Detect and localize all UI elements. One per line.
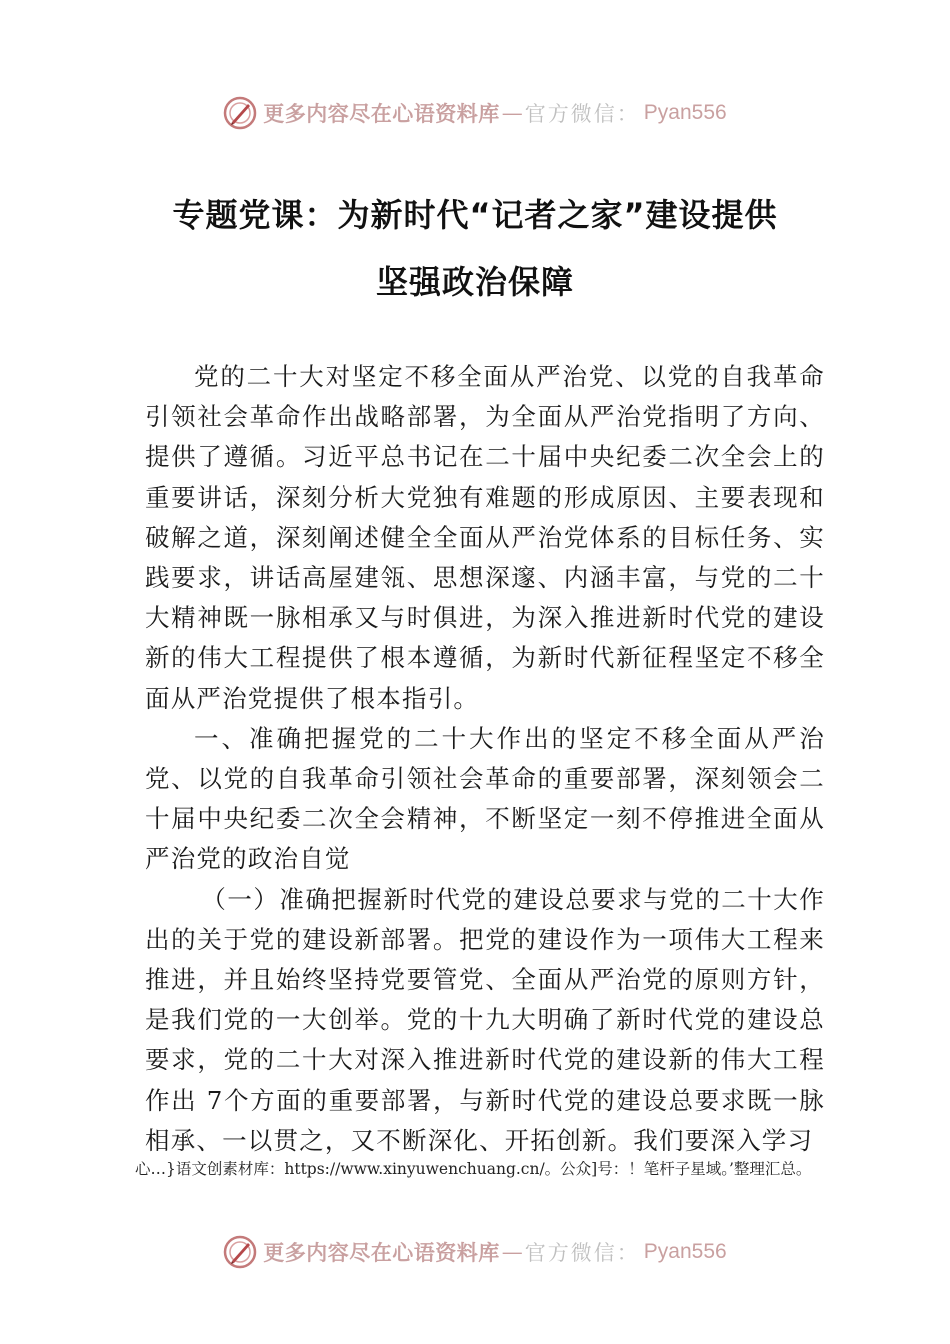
banner-dash: — [501,101,523,125]
banner-wechat-id: Pyan556 [643,1240,727,1263]
source-note: 心…}语文创素材库：https://www.xinyuwenchuang.cn/。公众]号：！笔杆子星域。’整理汇总。 [135,1160,812,1178]
banner-wechat-label: 官方微信： [524,102,640,126]
banner-title: 更多内容尽在心语资料库 [263,101,500,126]
section-heading: 一、准确把握党的二十大作出的坚定不移全面从严治党、以党的自我革命引领社会革命的重要部署，深刻领会二十届中央纪委二次全会精神，不断坚定一刻不停推进全面从严治党的政治自觉 [145,723,825,874]
paragraph: （一）准确把握新时代党的建设总要求与党的二十大作出的关于党的建设新部署。把党的建设作为一项伟大工程来推进，并且始终坚持党要管党、全面从严治党的原则方针， 是我们党的一大创举。党的十九大明确了新时代党的建设总要求，党的二十大对深入推进新时代党的建设新的伟大工程作出 7个方面的重要部署，与新时代党的建设总要求既一脉相承、一以贯之，又不断深化、开拓创新。我们要深入学习 [145,884,825,1155]
page-title-line-1: 专题党课：为新时代“记者之家”建设提供 [172,196,778,234]
banner-title: 更多内容尽在心语资料库 [263,1240,500,1265]
brand-logo-icon [223,96,257,130]
paragraph: 党的二十大对坚定不移全面从严治党、以党的自我革命引领社会革命作出战略部署，为全面从严治党指明了方向、 提供了遵循。习近平总书记在二十届中央纪委二次全会上的重要讲话，深刻分析大党独有难题的形成原因、主要表现和破解之道，深刻阐述健全全面从严治党体系的目标任务、实践要求，讲话高屋建瓴、思想深邃、内涵丰富，与党的二十大精神既一脉相承又与时俱进，为深入推进新时代党的建设新的伟大工程提供了根本遵循，为新时代新征程坚定不移全面从严治党提供了根本指引。 [145,362,825,713]
article-body [145,357,825,1161]
header-banner [0,93,950,133]
banner-wechat-id: Pyan556 [643,101,727,124]
banner-dash: — [501,1240,523,1264]
brand-logo-icon [223,1235,257,1269]
footer-banner [0,1232,950,1272]
page-title-line-2: 坚强政治保障 [375,263,574,301]
banner-wechat-label: 官方微信： [524,1241,640,1265]
